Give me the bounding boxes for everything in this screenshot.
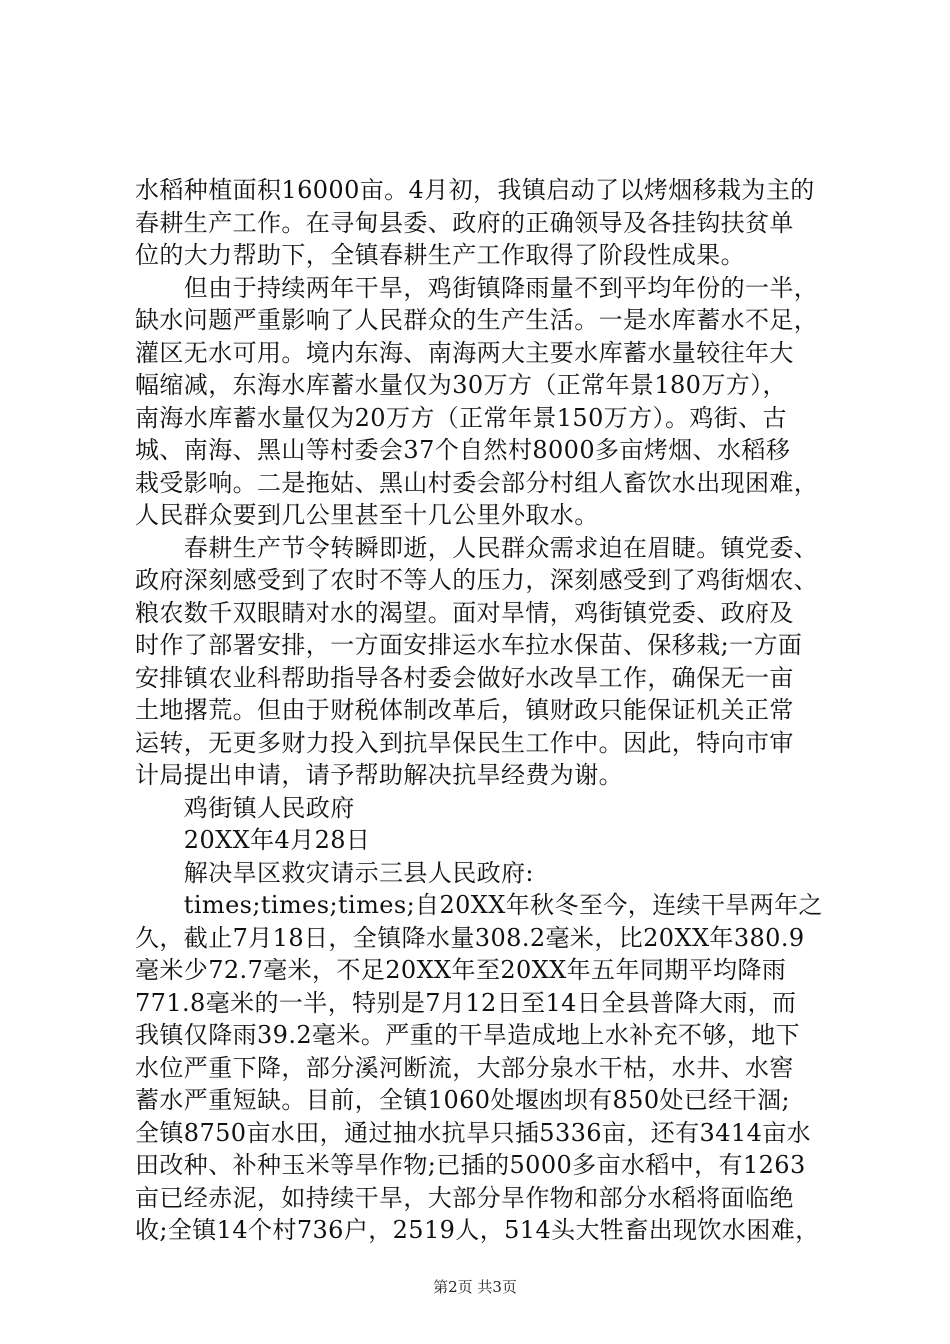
- text-line: 久，截止7月18日，全镇降水量308.2毫米，比20XX年380.9: [135, 923, 805, 952]
- text-line: 771.8毫米的一半，特别是7月12日至14日全县普降大雨，而: [135, 988, 797, 1017]
- text-line: 土地撂荒。但由于财税体制改革后，镇财政只能保证机关正常: [135, 696, 794, 724]
- text-line: 政府深刻感受到了农时不等人的压力，深刻感受到了鸡街烟农、: [135, 566, 819, 594]
- text-line: 安排镇农业科帮助指导各村委会做好水改旱工作，确保无一亩: [135, 663, 794, 692]
- text-line: 缺水问题严重影响了人民群众的生产生活。一是水库蓄水不足，: [135, 306, 819, 334]
- text-line: 城、南海、黑山等村委会37个自然村8000多亩烤烟、水稻移: [135, 436, 791, 464]
- signature-line: 鸡街镇人民政府: [135, 793, 355, 822]
- text-line: 田改种、补种玉米等旱作物;已插的5000多亩水稻中，有1263: [135, 1151, 806, 1179]
- text-line: 春耕生产工作。在寻甸县委、政府的正确领导及各挂钩扶贫单: [135, 208, 794, 237]
- text-line: 蓄水严重短缺。目前，全镇1060处堰凼坝有850处已经干涸;: [135, 1086, 790, 1114]
- section-title-line: 解决旱区救灾请示三县人民政府:: [135, 858, 534, 887]
- text-line: 人民群众要到几公里甚至十几公里外取水。: [135, 501, 599, 529]
- text-line: 水位严重下降，部分溪河断流，大部分泉水干枯，水井、水窖: [135, 1053, 794, 1082]
- text-line: 计局提出申请，请予帮助解决抗旱经费为谢。: [135, 761, 623, 789]
- date-line: 20XX年4月28日: [135, 826, 371, 854]
- text-line: 南海水库蓄水量仅为20万方（正常年景150万方）。鸡街、古: [135, 403, 787, 432]
- text-line: 时作了部署安排，一方面安排运水车拉水保苗、保移栽;一方面: [135, 631, 803, 659]
- text-line: 全镇8750亩水田，通过抽水抗旱只插5336亩，还有3414亩水: [135, 1118, 812, 1147]
- text-line: 春耕生产节令转瞬即逝，人民群众需求迫在眉睫。镇党委、: [135, 533, 819, 562]
- text-line: 收;全镇14个村736户，2519人，514头大牲畜出现饮水困难，: [135, 1216, 820, 1244]
- text-line: 位的大力帮助下，全镇春耕生产工作取得了阶段性成果。: [135, 241, 745, 269]
- text-line: 但由于持续两年干旱，鸡街镇降雨量不到平均年份的一半，: [135, 273, 819, 302]
- text-line: 粮农数千双眼睛对水的渴望。面对旱情，鸡街镇党委、政府及: [135, 598, 794, 627]
- text-line: 毫米少72.7毫米，不足20XX年至20XX年五年同期平均降雨: [135, 956, 787, 984]
- text-line: 幅缩减，东海水库蓄水量仅为30万方（正常年景180万方），: [135, 371, 787, 399]
- text-line: 水稻种植面积16000亩。4月初，我镇启动了以烤烟移栽为主的: [135, 176, 815, 204]
- text-line: 我镇仅降雨39.2毫米。严重的干旱造成地上水补充不够，地下: [135, 1021, 801, 1049]
- text-line: 栽受影响。二是拖姑、黑山村委会部分村组人畜饮水出现困难，: [135, 468, 819, 497]
- page-number-footer: 第2页 共3页: [433, 1278, 517, 1296]
- text-line: 亩已经赤泥，如持续干旱，大部分旱作物和部分水稻将面临绝: [135, 1183, 794, 1212]
- text-line: 运转，无更多财力投入到抗旱保民生工作中。因此，特向市审: [135, 728, 794, 757]
- text-line: times;times;times;自20XX年秋冬至今，连续干旱两年之: [135, 891, 823, 919]
- text-line: 灌区无水可用。境内东海、南海两大主要水库蓄水量较往年大: [135, 338, 794, 367]
- document-body: [135, 174, 835, 1247]
